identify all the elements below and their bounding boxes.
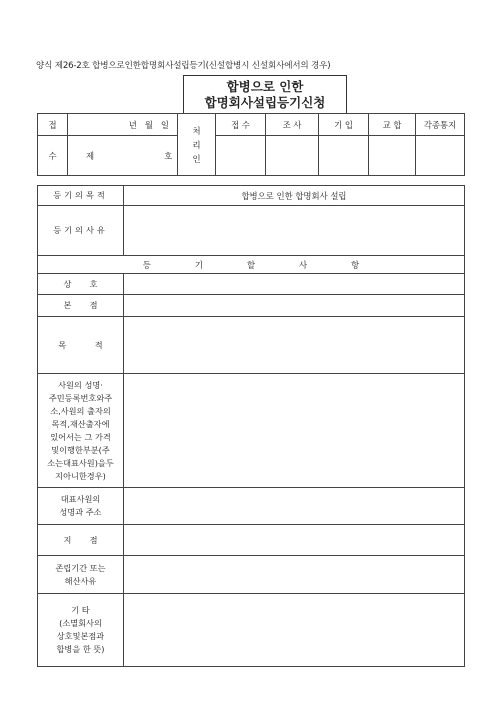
- purpose-of-company-label: 목 적: [38, 317, 124, 374]
- header-entry: 기 입: [319, 114, 369, 136]
- branch-label: 지 점: [38, 525, 124, 556]
- receipt-label-su: 수: [38, 136, 68, 176]
- trade-name-value[interactable]: [124, 274, 465, 295]
- member-info-value[interactable]: [124, 374, 465, 488]
- branch-value[interactable]: [124, 525, 465, 556]
- member-info-label: 사원의 성명· 주민등록번호와주 소,사원의 출자의 목적,재산출자에 있어서는 그 가격 및이행한부분(주 소는대표사원)을두 지아니한경우): [38, 374, 124, 488]
- receipt-number: [68, 136, 178, 176]
- header-receipt: 접 수: [216, 114, 266, 136]
- section-header-char-1: 등: [142, 259, 151, 270]
- section-header-char-2: 기: [194, 259, 203, 270]
- header-review: 조 사: [266, 114, 319, 136]
- stamp-cell-collation[interactable]: [369, 136, 416, 176]
- cause-value[interactable]: [124, 206, 465, 256]
- receipt-date-text: 년 월 일: [128, 119, 169, 130]
- header-collation: 교 합: [369, 114, 416, 136]
- receipt-date: [68, 114, 178, 136]
- trade-name-label: 상 호: [38, 274, 124, 295]
- cause-label: 등기의사유: [38, 206, 124, 256]
- form-caption: 양식 제26-2호 합병으로인한합명회사설립등기(신설합병시 신설회사에서의 경우): [36, 61, 331, 71]
- other-value[interactable]: [124, 594, 465, 667]
- title-line-2: 합명회사설립등기신청: [204, 95, 326, 110]
- stamp-cell-receipt[interactable]: [216, 136, 266, 176]
- section-header-char-3: 할: [246, 259, 256, 270]
- purpose-label: 등기의목적: [38, 186, 124, 206]
- processor-label: [178, 114, 216, 176]
- receipt-number-prefix: 제: [86, 150, 95, 161]
- section-header-char-5: 항: [351, 259, 360, 270]
- stamp-cell-review[interactable]: [266, 136, 319, 176]
- receipt-table: [37, 113, 465, 176]
- duration-label: 존립기간 또는 해산사유: [38, 556, 124, 594]
- section-header: [38, 256, 465, 274]
- processor-label-text: 처 리 인: [192, 125, 201, 164]
- representative-label: 대표사원의 성명과 주소: [38, 488, 124, 525]
- stamp-cell-notice[interactable]: [416, 136, 465, 176]
- section-header-char-4: 사: [299, 259, 308, 270]
- head-office-value[interactable]: [124, 295, 465, 317]
- head-office-label: 본 점: [38, 295, 124, 317]
- header-notice: 각종통지: [416, 114, 465, 136]
- purpose-of-company-value[interactable]: [124, 317, 465, 374]
- receipt-number-suffix: 호: [164, 150, 173, 161]
- receipt-label-jeop: 접: [38, 114, 68, 136]
- title-line-1: 합병으로 인한: [226, 79, 304, 94]
- registration-table: [37, 185, 465, 667]
- representative-value[interactable]: [124, 488, 465, 525]
- duration-value[interactable]: [124, 556, 465, 594]
- other-label: 기 타 (소멸회사의 상호및본점과 합병을 한 뜻): [38, 594, 124, 667]
- stamp-cell-entry[interactable]: [319, 136, 369, 176]
- purpose-value[interactable]: 합병으로 인한 합명회사 설립: [124, 186, 465, 206]
- document-title: [183, 75, 347, 113]
